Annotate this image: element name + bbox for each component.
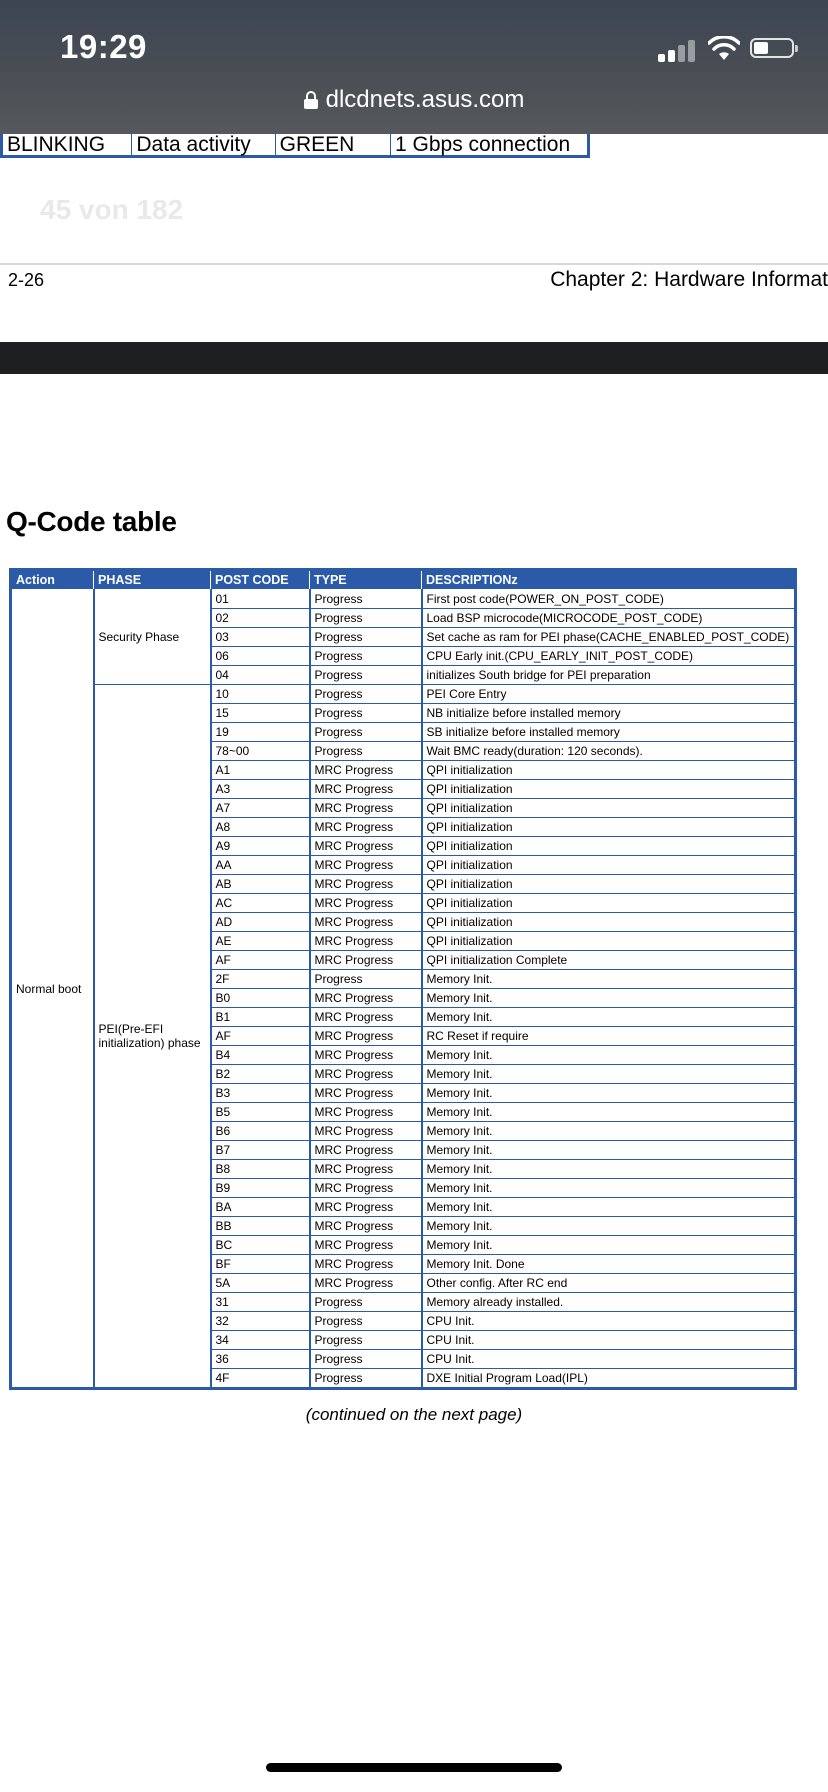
header-description: DESCRIPTIONz [422,570,796,590]
header-phase: PHASE [94,570,211,590]
type-cell: MRC Progress [310,989,422,1008]
post-code-cell: 5A [211,1274,310,1293]
wifi-icon [708,36,740,62]
type-cell: MRC Progress [310,932,422,951]
description-cell: QPI initialization [422,837,796,856]
description-cell: CPU Early init.(CPU_EARLY_INIT_POST_CODE) [422,647,796,666]
header-post-code: POST CODE [211,570,310,590]
post-code-cell: B0 [211,989,310,1008]
description-cell: QPI initialization [422,913,796,932]
post-code-cell: 19 [211,723,310,742]
description-cell: Memory Init. [422,1141,796,1160]
description-cell: QPI initialization [422,856,796,875]
type-cell: MRC Progress [310,913,422,932]
type-cell: Progress [310,647,422,666]
post-code-cell: A1 [211,761,310,780]
post-code-cell: 01 [211,590,310,609]
post-code-cell: 32 [211,1312,310,1331]
type-cell: MRC Progress [310,951,422,970]
description-cell: NB initialize before installed memory [422,704,796,723]
post-code-cell: BF [211,1255,310,1274]
phase-cell: Security Phase [94,590,211,685]
table-row [11,685,796,704]
type-cell: Progress [310,704,422,723]
post-code-cell: BA [211,1198,310,1217]
description-cell: DXE Initial Program Load(IPL) [422,1369,796,1389]
prev-cell: GREEN [276,134,391,155]
type-cell: MRC Progress [310,1217,422,1236]
post-code-cell: 04 [211,666,310,685]
page-counter: 45 von 182 [40,194,184,225]
lock-icon [304,91,318,109]
table-header-row [11,570,796,590]
description-cell: Load BSP microcode(MICROCODE_POST_CODE) [422,609,796,628]
prev-cell: Data activity [132,134,275,155]
post-code-cell: 2F [211,970,310,989]
url-bar[interactable] [0,86,828,114]
type-cell: Progress [310,685,422,704]
description-cell: First post code(POWER_ON_POST_CODE) [422,590,796,609]
type-cell: MRC Progress [310,1122,422,1141]
post-code-cell: AD [211,913,310,932]
type-cell: MRC Progress [310,1084,422,1103]
description-cell: Memory Init. [422,1198,796,1217]
prev-cell: 1 Gbps connection [395,133,571,156]
type-cell: Progress [310,1312,422,1331]
description-cell: initializes South bridge for PEI preparation [422,666,796,685]
footer-page-number: 2-26 [8,270,45,290]
type-cell: MRC Progress [310,1103,422,1122]
status-time: 19:29 [60,28,147,65]
type-cell: Progress [310,628,422,647]
type-cell: MRC Progress [310,875,422,894]
post-code-cell: AE [211,932,310,951]
post-code-cell: BB [211,1217,310,1236]
cellular-signal-icon [658,40,700,62]
type-cell: MRC Progress [310,761,422,780]
description-cell: CPU Init. [422,1312,796,1331]
post-code-cell: B9 [211,1179,310,1198]
post-code-cell: B2 [211,1065,310,1084]
type-cell: MRC Progress [310,1274,422,1293]
post-code-cell: 03 [211,628,310,647]
post-code-cell: A7 [211,799,310,818]
description-cell: Memory Init. [422,1008,796,1027]
type-cell: Progress [310,970,422,989]
type-cell: Progress [310,1369,422,1389]
description-cell: Memory Init. [422,1103,796,1122]
type-cell: Progress [310,742,422,761]
type-cell: MRC Progress [310,780,422,799]
post-code-cell: 15 [211,704,310,723]
description-cell: QPI initialization [422,799,796,818]
type-cell: Progress [310,1293,422,1312]
post-code-cell: 10 [211,685,310,704]
type-cell: MRC Progress [310,1160,422,1179]
type-cell: MRC Progress [310,837,422,856]
description-cell: Memory Init. [422,1179,796,1198]
qcode-table [9,568,797,1390]
type-cell: MRC Progress [310,1179,422,1198]
description-cell: QPI initialization [422,780,796,799]
type-cell: Progress [310,1331,422,1350]
type-cell: MRC Progress [310,799,422,818]
type-cell: Progress [310,666,422,685]
post-code-cell: 06 [211,647,310,666]
type-cell: MRC Progress [310,1046,422,1065]
description-cell: Memory Init. [422,1236,796,1255]
description-cell: QPI initialization [422,894,796,913]
type-cell: MRC Progress [310,1141,422,1160]
post-code-cell: B7 [211,1141,310,1160]
footer-divider [0,263,828,265]
description-cell: Memory Init. [422,1122,796,1141]
description-cell: Memory Init. [422,1217,796,1236]
description-cell: Memory Init. Done [422,1255,796,1274]
post-code-cell: A3 [211,780,310,799]
description-cell: Memory Init. [422,989,796,1008]
post-code-cell: 36 [211,1350,310,1369]
description-cell: Memory Init. [422,970,796,989]
header-action: Action [11,570,94,590]
page-separator [0,342,828,374]
type-cell: Progress [310,590,422,609]
type-cell: MRC Progress [310,1255,422,1274]
header-type: TYPE [310,570,422,590]
post-code-cell: A9 [211,837,310,856]
phase-cell: PEI(Pre-EFI initialization) phase [94,685,211,1389]
type-cell: MRC Progress [310,1236,422,1255]
post-code-cell: AA [211,856,310,875]
description-cell: RC Reset if require [422,1027,796,1046]
url-domain: dlcdnets.asus.com [325,86,525,113]
type-cell: Progress [310,723,422,742]
table-row [11,590,796,609]
battery-icon [750,38,794,58]
description-cell: Memory Init. [422,1084,796,1103]
type-cell: MRC Progress [310,818,422,837]
action-cell: Normal boot [11,590,94,1389]
type-cell: Progress [310,609,422,628]
type-cell: MRC Progress [310,856,422,875]
page-title: Q-Code table [6,506,177,537]
continued-note: (continued on the next page) [305,1405,523,1424]
post-code-cell: BC [211,1236,310,1255]
prev-cell: BLINKING [3,134,132,155]
post-code-cell: AF [211,1027,310,1046]
description-cell: PEI Core Entry [422,685,796,704]
post-code-cell: B3 [211,1084,310,1103]
description-cell: SB initialize before installed memory [422,723,796,742]
type-cell: MRC Progress [310,1198,422,1217]
previous-table-row [0,134,590,158]
description-cell: QPI initialization [422,932,796,951]
description-cell: CPU Init. [422,1331,796,1350]
browser-top-bar [0,0,828,134]
post-code-cell: B5 [211,1103,310,1122]
type-cell: MRC Progress [310,894,422,913]
description-cell: CPU Init. [422,1350,796,1369]
post-code-cell: AC [211,894,310,913]
description-cell: QPI initialization Complete [422,951,796,970]
home-indicator[interactable] [266,1763,562,1772]
description-cell: Wait BMC ready(duration: 120 seconds). [422,742,796,761]
type-cell: MRC Progress [310,1008,422,1027]
footer-chapter-title: Chapter 2: Hardware Informat [550,268,828,291]
post-code-cell: B8 [211,1160,310,1179]
post-code-cell: B6 [211,1122,310,1141]
description-cell: QPI initialization [422,875,796,894]
post-code-cell: 4F [211,1369,310,1389]
status-icons [638,36,798,66]
post-code-cell: 34 [211,1331,310,1350]
type-cell: MRC Progress [310,1065,422,1084]
type-cell: Progress [310,1350,422,1369]
description-cell: Set cache as ram for PEI phase(CACHE_ENABLED_POST_CODE) [422,628,796,647]
post-code-cell: 02 [211,609,310,628]
post-code-cell: B4 [211,1046,310,1065]
description-cell: QPI initialization [422,761,796,780]
description-cell: Other config. After RC end [422,1274,796,1293]
post-code-cell: A8 [211,818,310,837]
description-cell: Memory already installed. [422,1293,796,1312]
description-cell: Memory Init. [422,1065,796,1084]
description-cell: Memory Init. [422,1046,796,1065]
description-cell: QPI initialization [422,818,796,837]
post-code-cell: 31 [211,1293,310,1312]
description-cell: Memory Init. [422,1160,796,1179]
post-code-cell: AB [211,875,310,894]
post-code-cell: 78~00 [211,742,310,761]
type-cell: MRC Progress [310,1027,422,1046]
post-code-cell: AF [211,951,310,970]
post-code-cell: B1 [211,1008,310,1027]
